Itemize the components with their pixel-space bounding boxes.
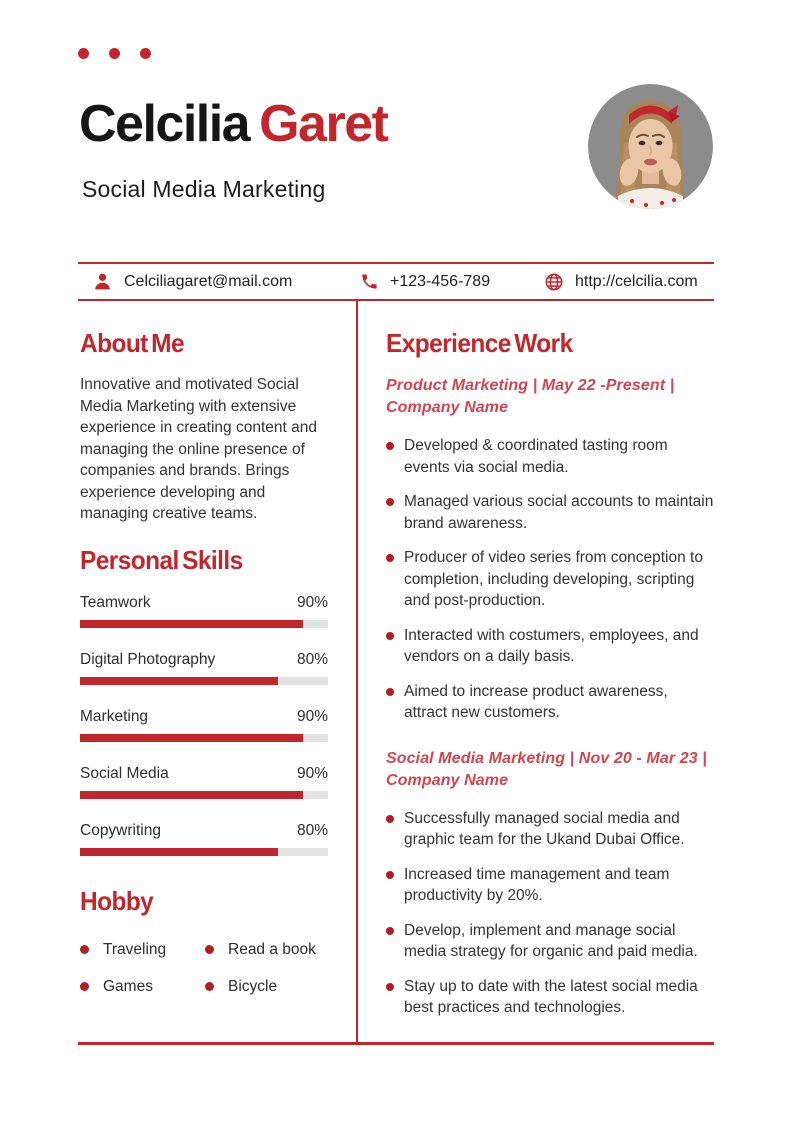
skill-label: Social Media xyxy=(80,764,169,782)
right-column xyxy=(386,310,714,1032)
skill-item xyxy=(80,708,328,742)
skill-bar-fill xyxy=(80,791,303,799)
skill-label: Teamwork xyxy=(80,593,151,611)
skill-bar-track xyxy=(80,677,328,685)
person-last-name: Garet xyxy=(259,95,388,153)
column-divider xyxy=(356,301,358,1043)
contact-bar xyxy=(78,262,714,301)
skill-percent: 90% xyxy=(296,764,328,782)
skill-label: Copywriting xyxy=(80,821,161,839)
hobby-label: Read a book xyxy=(228,940,316,958)
skill-percent: 90% xyxy=(296,707,328,725)
skill-percent: 90% xyxy=(296,593,328,611)
hobby-item xyxy=(205,941,328,959)
skill-bar-fill xyxy=(80,620,303,628)
skill-item xyxy=(80,765,328,799)
job-bullet: Successfully managed social media and graphic team for the Ukand Dubai Office. xyxy=(386,808,714,851)
job-bullet: Interacted with costumers, employees, and vendors on a daily basis. xyxy=(386,625,714,668)
skill-bar-fill xyxy=(80,677,278,685)
contact-phone xyxy=(360,264,490,299)
job-bullet: Stay up to date with the latest social media best practices and technologies. xyxy=(386,976,714,1019)
about-text: Innovative and motivated Social Media Marketing with extensive experience in creating content and managing the online presence of companies and brands. Brings experience developing and managing creative teams. xyxy=(80,376,317,522)
hobby-heading: Hobby xyxy=(80,885,154,916)
bullet-dot-icon xyxy=(80,982,89,991)
bottom-rule xyxy=(78,1042,714,1045)
skill-percent: 80% xyxy=(296,821,328,839)
red-dot-icon xyxy=(109,48,120,59)
job-bullet: Aimed to increase product awareness, attract new customers. xyxy=(386,681,714,724)
left-column xyxy=(80,310,328,996)
hobby-label: Bicycle xyxy=(228,977,278,995)
job-bullet: Develop, implement and manage social media strategy for organic and paid media. xyxy=(386,920,714,963)
skill-bar-track xyxy=(80,848,328,856)
bullet-dot-icon xyxy=(205,945,214,954)
red-dot-icon xyxy=(140,48,151,59)
globe-icon xyxy=(544,272,564,292)
bullet-dot-icon xyxy=(80,945,89,954)
profile-photo-illustration xyxy=(588,84,713,209)
job-bullet: Increased time management and team productivity by 20%. xyxy=(386,864,714,907)
skill-bar-fill xyxy=(80,734,303,742)
hobby-item xyxy=(80,978,205,996)
job-subtitle: Social Media Marketing xyxy=(82,176,326,202)
skill-item xyxy=(80,822,328,856)
skill-bar-fill xyxy=(80,848,278,856)
skill-label: Digital Photography xyxy=(80,650,216,668)
skills-heading: Personal Skills xyxy=(80,544,243,575)
bullet-dot-icon xyxy=(205,982,214,991)
skill-bar-track xyxy=(80,620,328,628)
decor-dots-icon xyxy=(78,48,151,59)
job-bullet-list xyxy=(386,808,714,1019)
job-bullet: Producer of video series from conception to completion, including developing, scripting and post-production. xyxy=(386,547,714,612)
job-title: Social Media Marketing | Nov 20 - Mar 23 | Company Name xyxy=(386,749,707,789)
person-first-name: Celcilia xyxy=(79,95,250,153)
skill-item xyxy=(80,594,328,628)
hobby-label: Traveling xyxy=(103,940,167,958)
hobby-item xyxy=(80,941,205,959)
phone-icon xyxy=(360,272,379,291)
skills-list xyxy=(80,594,328,856)
person-icon xyxy=(92,271,113,292)
skill-bar-track xyxy=(80,791,328,799)
hobby-list xyxy=(80,941,328,996)
contact-email-text: Celciliagaret@mail.com xyxy=(124,272,293,290)
red-dot-icon xyxy=(78,48,89,59)
job-bullet-list xyxy=(386,435,714,724)
skill-label: Marketing xyxy=(80,707,149,725)
job-bullet: Developed & coordinated tasting room events via social media. xyxy=(386,435,714,478)
job-title: Product Marketing | May 22 -Present | Company Name xyxy=(386,377,675,416)
job-bullet: Managed various social accounts to maintain brand awareness. xyxy=(386,491,714,534)
skill-percent: 80% xyxy=(296,650,328,668)
skill-item xyxy=(80,651,328,685)
profile-photo xyxy=(588,84,713,209)
experience-heading: Experience Work xyxy=(386,328,573,358)
contact-email xyxy=(92,264,292,299)
hobby-label: Games xyxy=(103,977,153,995)
contact-website xyxy=(544,264,698,299)
hobby-item xyxy=(205,978,328,996)
contact-phone-text: +123-456-789 xyxy=(390,272,491,290)
about-heading: About Me xyxy=(80,328,184,358)
skill-bar-track xyxy=(80,734,328,742)
contact-website-text: http://celcilia.com xyxy=(575,272,698,290)
person-name xyxy=(79,94,387,154)
